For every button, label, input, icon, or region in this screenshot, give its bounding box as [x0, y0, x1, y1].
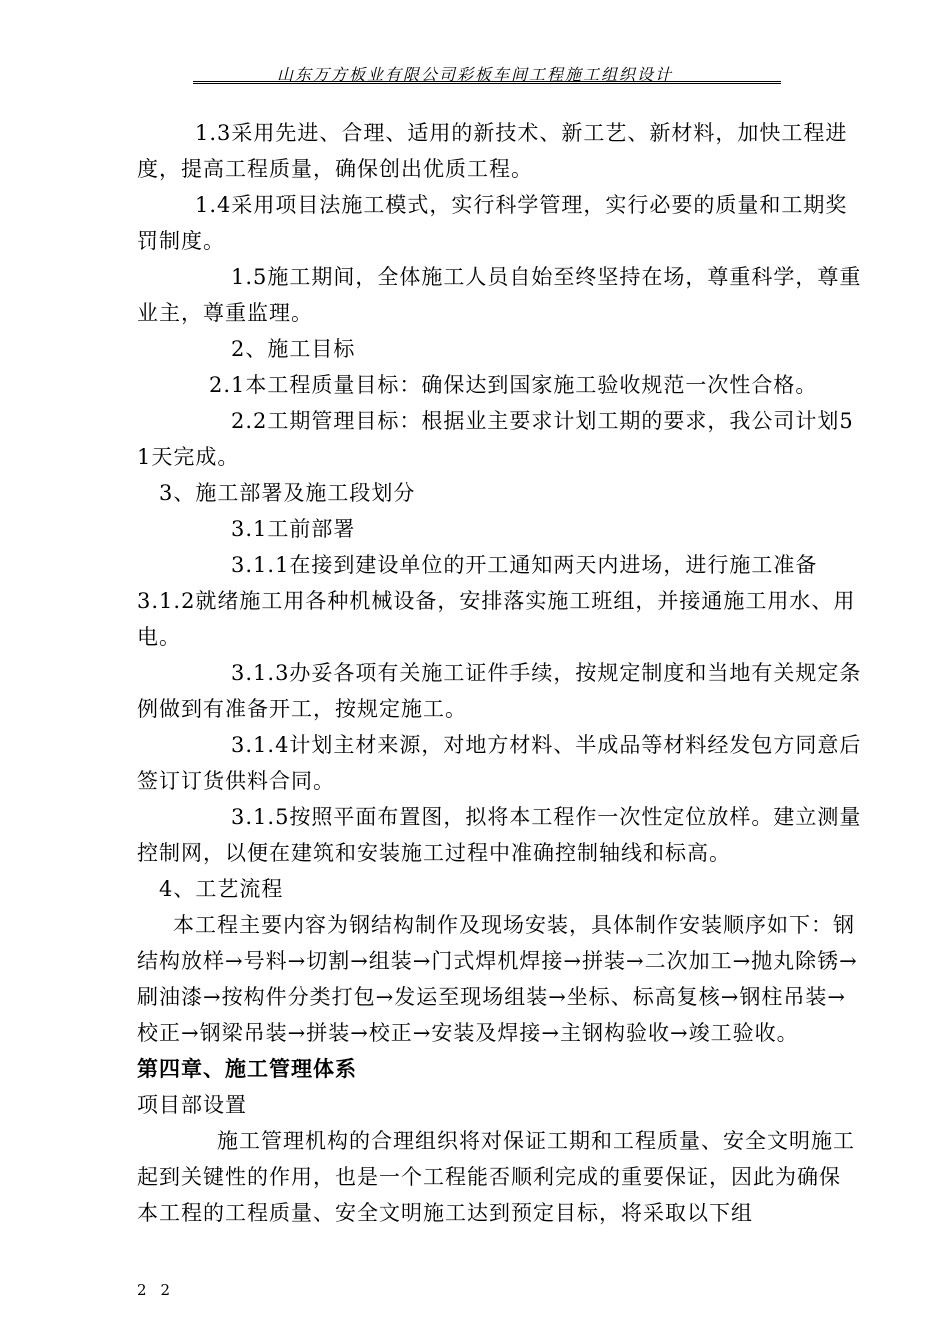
heading-deployment: 3、施工部署及施工段划分	[159, 481, 416, 505]
paragraph-management-org: 施工管理机构的合理组织将对保证工期和工程质量、安全文明施工起到关键性的作用，也是一个工程能否顺利完成的重要保证，因此为确保本工程的工程质量、安全文明施工达到预定目标，将采取以下组	[137, 1129, 855, 1225]
heading-construction-goals: 2、施工目标	[231, 337, 356, 361]
heading-process-flow: 4、工艺流程	[159, 877, 284, 901]
page-number: 22	[137, 1281, 185, 1299]
paragraph-3-1-5: 3.1.5按照平面布置图，拟将本工程作一次性定位放样。建立测量控制网，以便在建筑和安装施工过程中准确控制轴线和标高。	[137, 805, 862, 865]
paragraph-3-1-1: 3.1.1在接到建设单位的开工通知两天内进场，进行施工准备	[231, 553, 818, 577]
paragraph-3-1-2: 3.1.2就绪施工用各种机械设备，安排落实施工班组，并接通施工用水、用电。	[137, 589, 856, 649]
heading-3-1: 3.1工前部署	[231, 517, 356, 541]
paragraph-3-1-4: 3.1.4计划主材来源，对地方材料、半成品等材料经发包方同意后签订订货供料合同。	[137, 733, 862, 793]
paragraph-process-flow: 本工程主要内容为钢结构制作及现场安装，具体制作安装顺序如下：钢结构放样→号料→切割→组装→门式焊机焊接→拼装→二次加工→抛丸除锈→刷油漆→按构件分类打包→发运至现场组装→坐标、标高复核→钢柱吊装→校正→钢梁吊装→拼装→校正→安装及焊接→主钢构验收→竣工验收。	[137, 913, 858, 1045]
page-header: 山东万方板业有限公司彩板车间工程施工组织设计	[276, 65, 673, 84]
document-body	[137, 115, 862, 1231]
paragraph-1-5: 1.5施工期间，全体施工人员自始至终坚持在场，尊重科学，尊重业主，尊重监理。	[137, 265, 862, 325]
header-rule	[193, 81, 781, 84]
chapter-heading: 第四章、施工管理体系	[137, 1057, 357, 1081]
heading-project-department: 项目部设置	[137, 1093, 247, 1117]
paragraph-2-2: 2.2工期管理目标：根据业主要求计划工期的要求，我公司计划51天完成。	[137, 409, 854, 469]
paragraph-1-4: 1.4采用项目法施工模式，实行科学管理，实行必要的质量和工期奖罚制度。	[137, 193, 848, 253]
paragraph-2-1: 2.1本工程质量目标：确保达到国家施工验收规范一次性合格。	[209, 373, 818, 397]
paragraph-3-1-3: 3.1.3办妥各项有关施工证件手续，按规定制度和当地有关规定条例做到有准备开工，按规定施工。	[137, 661, 862, 721]
paragraph-1-3: 1.3采用先进、合理、适用的新技术、新工艺、新材料，加快工程进度，提高工程质量，确保创出优质工程。	[137, 121, 848, 181]
